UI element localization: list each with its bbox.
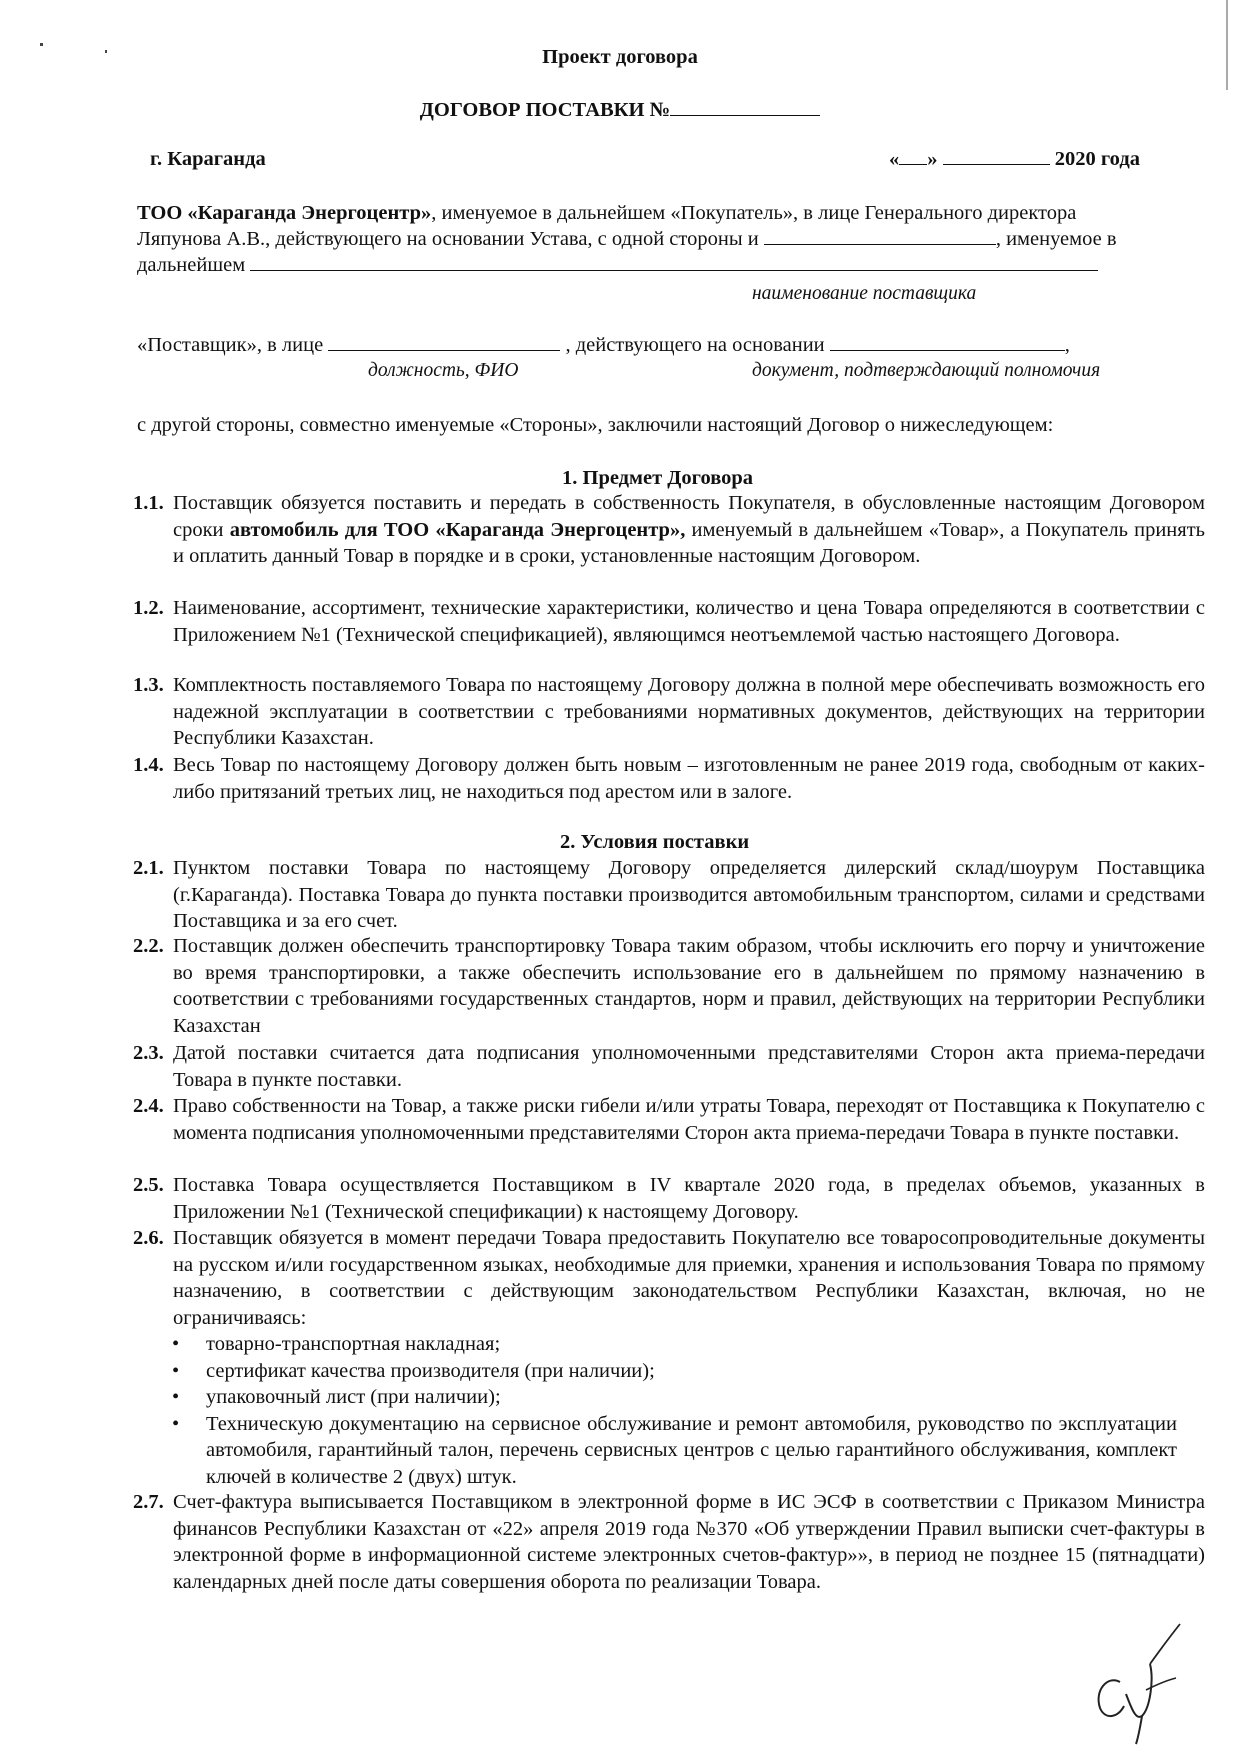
position-caption: должность, ФИО xyxy=(368,360,519,381)
preamble-line-3-text: дальнейшем xyxy=(137,254,246,276)
contract-title xyxy=(0,97,1240,124)
buyer-name: ТОО «Караганда Энергоцентр» xyxy=(137,202,432,224)
preamble-line-2-text: Ляпунова А.В., действующего на основании Устава, с одной стороны и xyxy=(137,228,759,250)
clause-text: Датой поставки считается дата подписания уполномоченными представителями Сторон акта приема-передачи Товара в пункте поставки. xyxy=(173,1042,1205,1091)
signature-initials xyxy=(1080,1620,1190,1745)
draft-label: Проект договора xyxy=(542,46,698,68)
preamble-line-2-end: , именуемое в xyxy=(995,228,1117,250)
contract-city: г. Караганда xyxy=(150,148,266,170)
month-blank xyxy=(943,164,1050,165)
contract-number-blank xyxy=(670,115,820,116)
supplier-name-caption: наименование поставщика xyxy=(752,283,977,304)
clause-2-4 xyxy=(133,1093,1205,1146)
supplier-in-person-text: «Поставщик», в лице xyxy=(137,334,324,356)
list-item: • Техническую документацию на сервисное обслуживание и ремонт автомобиля, руководство по эксплуатации автомобиля, гарантийный талон, перечень сервисных центров с целью гарантийного обслуживания, комплект ключей в количестве 2 (двух) штук. xyxy=(172,1412,1177,1488)
section-1-heading: 1. Предмет Договора xyxy=(562,467,754,489)
clause-text: Поставщик обязуется в момент передачи Товара предоставить Покупателю все товаросопроводительные документы на русском и/или государственном языках, необходимые для приемки, хранения и использования Товара по прямому назначению, в соответствии с действующим законодательством Республики Казахстан, включая, но не ограничиваясь: xyxy=(173,1227,1205,1329)
clause-2-5 xyxy=(133,1172,1205,1225)
clause-1-3 xyxy=(133,672,1205,752)
clause-text: Весь Товар по настоящему Договору должен быть новым – изготовленным не ранее 2019 года, свободным от каких-либо притязаний третьих лиц, не находиться под арестом или в залоге. xyxy=(173,754,1205,803)
documents-list xyxy=(172,1331,1177,1490)
document-caption: документ, подтверждающий полномочия xyxy=(752,360,1101,381)
day-blank xyxy=(899,164,927,165)
authority-document-blank xyxy=(830,350,1065,351)
clause-number: 1.3. xyxy=(133,674,164,696)
clause-1-4 xyxy=(133,752,1205,805)
bullet-icon: • xyxy=(172,1333,180,1355)
clause-number: 2.6. xyxy=(133,1227,164,1249)
preamble-closing: с другой стороны, совместно именуемые «Стороны», заключили настоящий Договор о нижеследующем: xyxy=(137,414,1054,436)
clause-1-1 xyxy=(133,490,1205,570)
clause-number: 1.1. xyxy=(133,492,164,514)
list-item: • товарно-транспортная накладная; xyxy=(172,1331,1177,1358)
clause-2-2 xyxy=(133,933,1205,1039)
contract-title-text: ДОГОВОР ПОСТАВКИ № xyxy=(419,99,671,121)
clause-number: 2.2. xyxy=(133,935,164,957)
clause-number: 2.5. xyxy=(133,1174,164,1196)
goods-name-bold: автомобиль для ТОО «Караганда Энергоцентр», xyxy=(229,518,686,541)
list-item: • упаковочный лист (при наличии); xyxy=(172,1384,1177,1411)
clause-number: 2.3. xyxy=(133,1042,164,1064)
clause-text: Поставщик должен обеспечить транспортировку Товара таким образом, чтобы исключить его порчу и уничтожение во время транспортировки, а также обеспечить использование его в дальнейшем по прямому назначению в соответствии с требованиями государственных стандартов, норм и правил, действующих на территории Республики Казахстан xyxy=(173,935,1205,1037)
clause-text: Пунктом поставки Товара по настоящему Договору определяется дилерский склад/шоурум Поставщика (г.Караганда). Поставка Товара до пункта поставки производится автомобильным транспортом, силами и средствами Поставщика и за его счет. xyxy=(173,857,1205,932)
clause-text: Комплектность поставляемого Товара по настоящему Договору должна в полной мере обеспечивать возможность его надежной эксплуатации в соответствии с требованиями нормативных документов, действующих на территории Республики Казахстан. xyxy=(173,674,1205,749)
clause-text: Поставка Товара осуществляется Поставщиком в IV квартале 2020 года, в пределах объемов, указанных в Приложении №1 (Технической спецификации) к настоящему Договору. xyxy=(173,1174,1205,1223)
supplier-name-blank xyxy=(250,270,1098,271)
section-2-heading: 2. Условия поставки xyxy=(560,831,750,853)
preamble-line-1-text: , именуемое в дальнейшем «Покупатель», в лице Генерального директора xyxy=(431,202,1077,224)
position-blank xyxy=(328,350,560,351)
contract-date xyxy=(889,146,1140,173)
preamble-line-3 xyxy=(137,252,1207,279)
comma: , xyxy=(1064,334,1070,356)
clause-number: 2.1. xyxy=(133,857,164,879)
preamble-line-2 xyxy=(137,226,1207,253)
list-item: • сертификат качества производителя (при наличии); xyxy=(172,1358,1177,1385)
bullet-icon: • xyxy=(172,1359,180,1382)
date-close-quote: » xyxy=(927,148,938,170)
supplier-blank-1 xyxy=(764,244,996,245)
clause-number: 1.2. xyxy=(133,597,164,619)
clause-1-2 xyxy=(133,595,1205,648)
date-year: 2020 года xyxy=(1054,148,1140,170)
date-open-quote: « xyxy=(889,148,900,170)
clause-2-7 xyxy=(133,1489,1205,1595)
clause-2-3 xyxy=(133,1040,1205,1093)
clause-2-1 xyxy=(133,855,1205,935)
supplier-representative-line xyxy=(137,332,1212,359)
clause-text: Поставщик обязуется поставить и передать в собственность Покупателя, в обусловленные настоящим Договором сроки автомобиль для ТОО «Караганда Энергоцентр», именуемый в дальнейшем «Товар», а Покупатель принять и оплатить данный Товар в порядке и в сроки, установленные настоящим Договором. xyxy=(173,492,1206,567)
preamble-line-1 xyxy=(137,200,1207,227)
clause-text: Наименование, ассортимент, технические характеристики, количество и цена Товара определяются в соответствии с Приложением №1 (Технической спецификацией), являющимся неотъемлемой частью настоящего Договора. xyxy=(173,597,1205,646)
clause-number: 1.4. xyxy=(133,754,164,776)
clause-number: 2.4. xyxy=(133,1095,164,1117)
bullet-icon: • xyxy=(172,1412,180,1435)
clause-2-6 xyxy=(133,1225,1205,1331)
bullet-icon: • xyxy=(172,1386,180,1408)
clause-text: Счет-фактура выписывается Поставщиком в электронной форме в ИС ЭСФ в соответствии с Приказом Министра финансов Республики Казахстан от «22» апреля 2019 года №370 «Об утверждении Правил выписки счет-фактуры в электронной форме в информационной системе электронных счетов-фактур»», в период не позднее 15 (пятнадцати) календарных дней после даты совершения оборота по реализации Товара. xyxy=(173,1491,1205,1593)
clause-text: Право собственности на Товар, а также риски гибели и/или утраты Товара, переходят от Поставщика к Покупателю с момента подписания уполномоченными представителями Сторон акта приема-передачи Товара в пункте поставки. xyxy=(173,1095,1205,1144)
clause-number: 2.7. xyxy=(133,1491,164,1513)
acting-on-basis-text: , действующего на основании xyxy=(565,334,825,356)
